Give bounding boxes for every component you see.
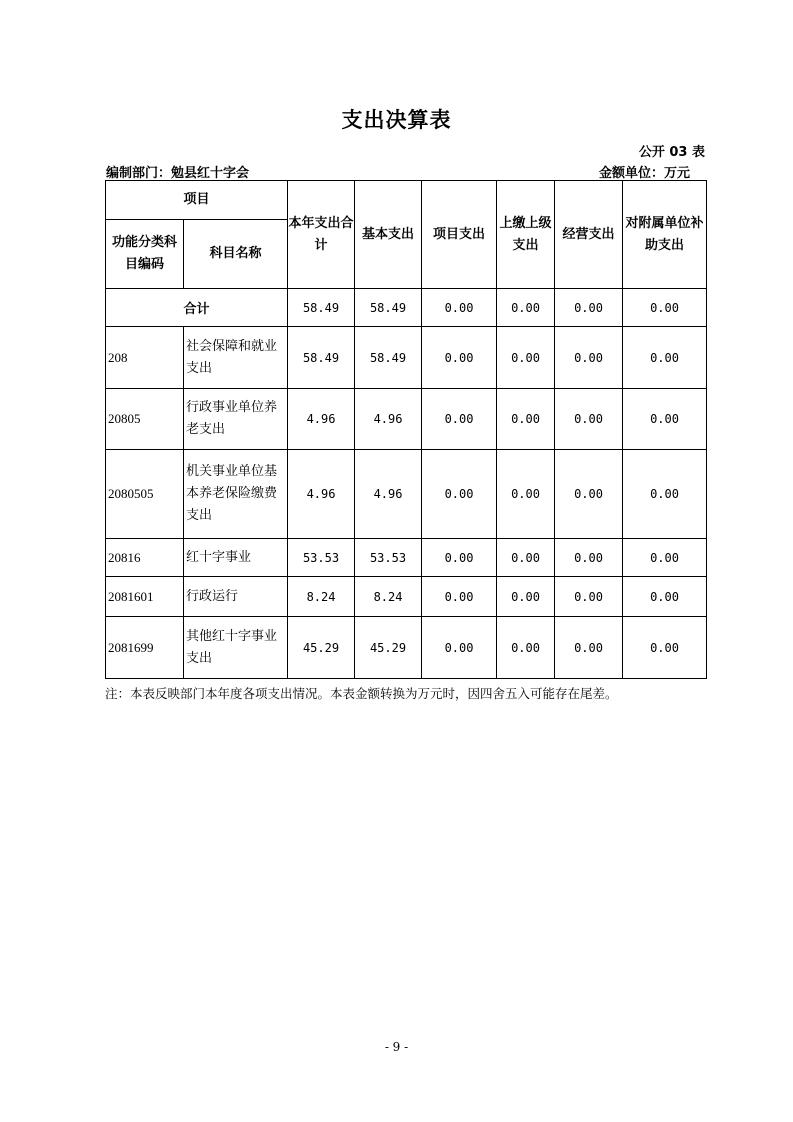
header-upper-exp: 上缴上级支出 bbox=[497, 181, 555, 289]
value-cell: 0.00 bbox=[555, 389, 623, 450]
func-code-cell: 2081699 bbox=[106, 617, 184, 679]
total-value: 58.49 bbox=[288, 289, 355, 327]
value-cell: 0.00 bbox=[555, 327, 623, 389]
expenditure-table bbox=[105, 180, 707, 679]
value-cell: 0.00 bbox=[555, 617, 623, 679]
total-row bbox=[106, 289, 707, 327]
header-func-code: 功能分类科目编码 bbox=[106, 220, 184, 289]
total-value: 0.00 bbox=[422, 289, 497, 327]
header-basic-exp: 基本支出 bbox=[355, 181, 422, 289]
value-cell: 0.00 bbox=[623, 450, 707, 539]
func-code-cell: 208 bbox=[106, 327, 184, 389]
department-label: 编制部门：勉县红十字会 bbox=[106, 166, 250, 181]
value-cell: 58.49 bbox=[288, 327, 355, 389]
value-cell: 0.00 bbox=[422, 577, 497, 617]
value-cell: 0.00 bbox=[422, 450, 497, 539]
value-cell: 8.24 bbox=[288, 577, 355, 617]
unit-label: 金额单位：万元 bbox=[598, 166, 690, 181]
subject-name-cell: 行政事业单位养老支出 bbox=[184, 389, 288, 450]
value-cell: 0.00 bbox=[497, 617, 555, 679]
value-cell: 53.53 bbox=[355, 539, 422, 577]
table-row bbox=[106, 617, 707, 679]
func-code-cell: 20816 bbox=[106, 539, 184, 577]
table-row bbox=[106, 450, 707, 539]
footnote: 注：本表反映部门本年度各项支出情况。本表金额转换为万元时，因四舍五入可能存在尾差。 bbox=[105, 686, 618, 701]
total-value: 0.00 bbox=[497, 289, 555, 327]
value-cell: 45.29 bbox=[355, 617, 422, 679]
value-cell: 45.29 bbox=[288, 617, 355, 679]
value-cell: 0.00 bbox=[623, 327, 707, 389]
subject-name-cell: 红十字事业 bbox=[184, 539, 288, 577]
header-total-exp: 本年支出合计 bbox=[288, 181, 355, 289]
value-cell: 4.96 bbox=[355, 450, 422, 539]
value-cell: 4.96 bbox=[288, 450, 355, 539]
value-cell: 4.96 bbox=[288, 389, 355, 450]
value-cell: 0.00 bbox=[623, 617, 707, 679]
subject-name-cell: 社会保障和就业支出 bbox=[184, 327, 288, 389]
table-row bbox=[106, 327, 707, 389]
value-cell: 8.24 bbox=[355, 577, 422, 617]
total-value: 58.49 bbox=[355, 289, 422, 327]
page-number: - 9 - bbox=[384, 1040, 409, 1054]
value-cell: 0.00 bbox=[497, 389, 555, 450]
value-cell: 0.00 bbox=[555, 539, 623, 577]
value-cell: 0.00 bbox=[422, 539, 497, 577]
value-cell: 0.00 bbox=[623, 389, 707, 450]
table-row bbox=[106, 389, 707, 450]
table-row bbox=[106, 539, 707, 577]
value-cell: 0.00 bbox=[497, 450, 555, 539]
subject-name-cell: 其他红十字事业支出 bbox=[184, 617, 288, 679]
value-cell: 0.00 bbox=[422, 327, 497, 389]
total-value: 0.00 bbox=[555, 289, 623, 327]
subject-name-cell: 机关事业单位基本养老保险缴费支出 bbox=[184, 450, 288, 539]
subject-name-cell: 行政运行 bbox=[184, 577, 288, 617]
value-cell: 0.00 bbox=[497, 327, 555, 389]
form-number: 公开 03 表 bbox=[638, 145, 705, 160]
page-title: 支出决算表 bbox=[341, 108, 452, 132]
func-code-cell: 2081601 bbox=[106, 577, 184, 617]
value-cell: 0.00 bbox=[422, 389, 497, 450]
value-cell: 58.49 bbox=[355, 327, 422, 389]
header-business-exp: 经营支出 bbox=[555, 181, 623, 289]
func-code-cell: 2080505 bbox=[106, 450, 184, 539]
value-cell: 4.96 bbox=[355, 389, 422, 450]
table-row bbox=[106, 577, 707, 617]
header-subsidy-exp: 对附属单位补助支出 bbox=[623, 181, 707, 289]
value-cell: 0.00 bbox=[623, 577, 707, 617]
total-value: 0.00 bbox=[623, 289, 707, 327]
func-code-cell: 20805 bbox=[106, 389, 184, 450]
value-cell: 0.00 bbox=[623, 539, 707, 577]
header-project: 项目 bbox=[106, 181, 288, 220]
value-cell: 0.00 bbox=[497, 539, 555, 577]
value-cell: 0.00 bbox=[555, 450, 623, 539]
value-cell: 53.53 bbox=[288, 539, 355, 577]
total-label: 合计 bbox=[106, 289, 288, 327]
value-cell: 0.00 bbox=[422, 617, 497, 679]
value-cell: 0.00 bbox=[497, 577, 555, 617]
value-cell: 0.00 bbox=[555, 577, 623, 617]
header-project-exp: 项目支出 bbox=[422, 181, 497, 289]
header-subject-name: 科目名称 bbox=[184, 220, 288, 289]
header-row bbox=[106, 181, 707, 220]
